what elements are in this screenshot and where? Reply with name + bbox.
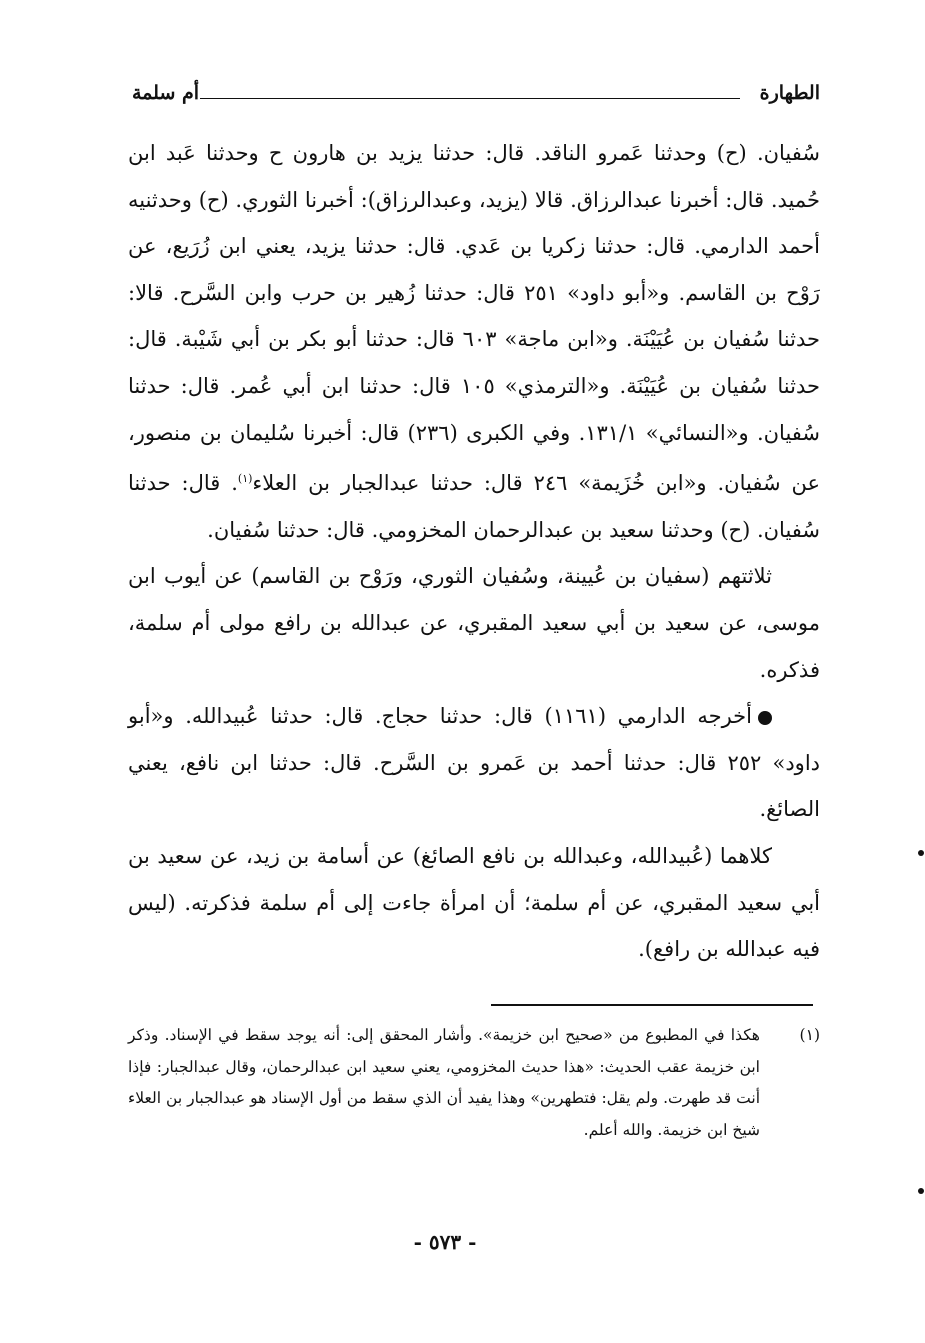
paragraph-3-text: أخرجه الدارمي (١١٦١) قال: حدثنا حجاج. قال: حدثنا عُبيدالله. و«أبو داود» ٢٥٢ قال: حدثنا أحمد بن عَمرو بن السَّرح. قال: حدثنا ابن نافع، يعني الصائغ.	[128, 704, 821, 822]
paragraph-4-text: كلاهما (عُبيدالله، وعبدالله بن نافع الصائغ) عن أسامة بن زيد، عن سعيد بن أبي سعيد المقبري، عن أم سلمة؛ أن امرأة جاءت إلى أم سلمة فذكرته. (ليس فيه عبدالله بن رافع).	[128, 843, 820, 962]
running-title: أم سلمة	[132, 82, 200, 104]
footnote-number: (١)	[799, 1026, 820, 1044]
margin-dot-icon	[918, 1188, 924, 1194]
paragraph-1	[128, 130, 820, 553]
paragraph-4	[128, 833, 820, 973]
section-title: الطهارة	[759, 82, 820, 104]
footnote-separator	[491, 1004, 813, 1006]
main-text	[128, 130, 820, 973]
paragraph-2-text: ثلاثتهم (سفيان بن عُيينة، وسُفيان الثوري، ورَوْح بن القاسم) عن أيوب ابن موسى، عن سعيد بن أبي سعيد المقبري، عن عبدالله بن رافع مولى أم سلمة، فذكره.	[128, 564, 820, 682]
footnote-marker: (١)	[237, 472, 253, 486]
paragraph-2	[128, 553, 820, 693]
paragraph-1-tail: . قال: حدثنا سُفيان. (ح) وحدثنا سعيد بن عبدالرحمان المخزومي. قال: حدثنا سُفيان.	[128, 471, 820, 542]
bullet-icon	[758, 711, 772, 725]
page-number: - ٥٧٣ -	[413, 1230, 477, 1254]
footnote	[128, 1020, 820, 1146]
paragraph-3	[128, 693, 820, 833]
header-rule	[200, 98, 740, 99]
margin-dot-icon	[918, 850, 924, 856]
footnote-text: هكذا في المطبوع من «صحيح ابن خزيمة». وأشار المحقق إلى: أنه يوجد سقط في الإسناد. وذكر ابن خزيمة عقب الحديث: «هذا حديث المخزومي، يعني سعيد ابن عبدالرحمان، وقال عبدالجبار: فإذا أنت قد طهرت. ولم يقل: فتطهرين» وهذا يفيد أن الذي سقط من أول الإسناد هو عبدالجبار بن العلاء شيخ ابن خزيمة. والله أعلم.	[128, 1026, 760, 1139]
page-header	[132, 80, 820, 114]
paragraph-1-text: سُفيان. (ح) وحدثنا عَمرو الناقد. قال: حدثنا يزيد بن هارون ح وحدثنا عَبد ابن حُميد. قال: أخبرنا عبدالرزاق. قالا (يزيد، وعبدالرزاق): أخبرنا الثوري. (ح) وحدثنيه أحمد الدارمي. قال: حدثنا زكريا بن عَدي. قال: حدثنا يزيد، يعني ابن زُرَيع، عن رَوْح بن القاسم. و«أبو داود» ٢٥١ قال: حدثنا زُهير بن حرب وابن السَّرح. قالا: حدثنا سُفيان بن عُيَيْنَة. و«ابن ماجة» ٦٠٣ قال: حدثنا أبو بكر بن أبي شَيْبة. قال: حدثنا سُفيان بن عُيَيْنَة. و«الترمذي» ١٠٥ قال: حدثنا ابن أبي عُمر. قال: حدثنا سُفيان. و«النسائي» ١٣١/١. وفي الكبرى (٢٣٦) قال: أخبرنا سُليمان بن منصور، عن سُفيان. و«ابن خُزَيمة» ٢٤٦ قال: حدثنا عبدالجبار بن العلاء	[128, 141, 821, 496]
